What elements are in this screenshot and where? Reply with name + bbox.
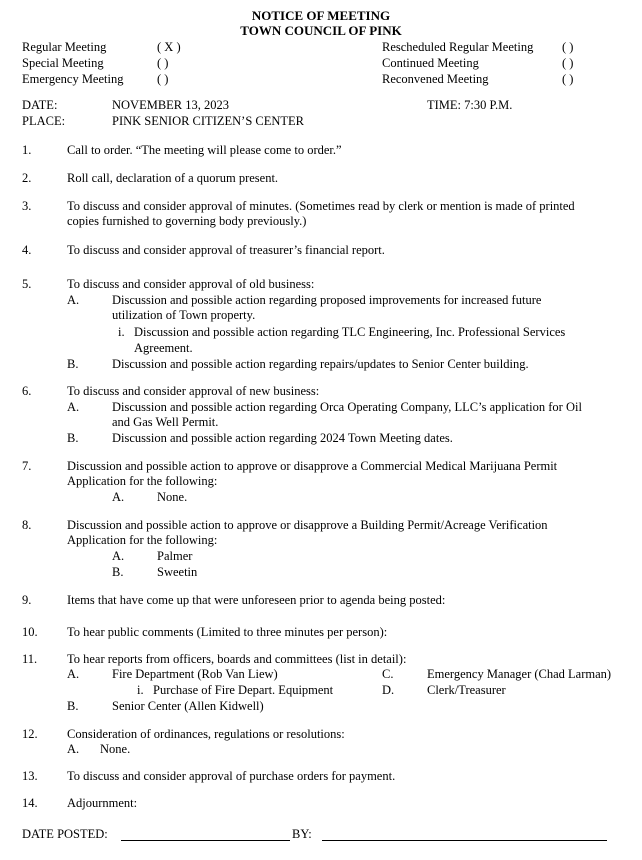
sub-item-text: Emergency Manager (Chad Larman) (427, 667, 612, 681)
sub-item-label: A. (67, 400, 80, 414)
item-number: 3. (22, 199, 32, 213)
sub-sub-item-text: Purchase of Fire Depart. Equipment (153, 683, 334, 697)
item-text: Application for the following: (67, 474, 218, 488)
regular-meeting-label: Regular Meeting (22, 40, 107, 54)
place-label: PLACE: (22, 114, 66, 128)
item-text: Adjournment: (67, 796, 138, 810)
item-text: Application for the following: (67, 533, 218, 547)
sub-item-label: A. (112, 490, 125, 504)
sub-item-label: D. (382, 683, 395, 697)
date-label: DATE: (22, 98, 58, 112)
date-posted-label: DATE POSTED: (22, 827, 108, 841)
rescheduled-meeting-label: Rescheduled Regular Meeting (382, 40, 534, 54)
sub-item-label: B. (67, 699, 79, 713)
sub-item-text: None. (157, 490, 188, 504)
sub-item-text: utilization of Town property. (112, 308, 256, 322)
item-text: Discussion and possible action to approve or disapprove a Commercial Medical Marijuana Permit (67, 459, 558, 473)
sub-sub-item-label: i. (118, 325, 125, 339)
continued-meeting-mark: ( ) (562, 56, 574, 70)
item-number: 14. (22, 796, 38, 810)
sub-item-label: A. (112, 549, 125, 563)
sub-sub-item-text: Discussion and possible action regarding TLC Engineering, Inc. Professional Services (134, 325, 566, 339)
item-text: To discuss and consider approval of new business: (67, 384, 320, 398)
item-text: Consideration of ordinances, regulations or resolutions: (67, 727, 345, 741)
emergency-meeting-label: Emergency Meeting (22, 72, 124, 86)
notice-title: NOTICE OF MEETING (251, 8, 391, 23)
reconvened-meeting-label: Reconvened Meeting (382, 72, 489, 86)
item-text: To discuss and consider approval of old business: (67, 277, 315, 291)
date-posted-line (121, 840, 290, 841)
item-text: copies furnished to governing body previously.) (67, 214, 307, 228)
item-number: 2. (22, 171, 32, 185)
item-text: To discuss and consider approval of treasurer’s financial report. (67, 243, 385, 257)
sub-item-text: Clerk/Treasurer (427, 683, 506, 697)
item-text: Call to order. “The meeting will please come to order.” (67, 143, 342, 157)
place-value: PINK SENIOR CITIZEN’S CENTER (112, 114, 305, 128)
item-number: 7. (22, 459, 32, 473)
item-text: Roll call, declaration of a quorum present. (67, 171, 279, 185)
council-title: TOWN COUNCIL OF PINK (240, 23, 402, 38)
by-label: BY: (292, 827, 312, 841)
rescheduled-meeting-mark: ( ) (562, 40, 574, 54)
sub-item-text: Discussion and possible action regarding repairs/updates to Senior Center building. (112, 357, 529, 371)
sub-item-text: Sweetin (157, 565, 198, 579)
sub-item-label: B. (67, 357, 79, 371)
item-text: To hear public comments (Limited to three minutes per person): (67, 625, 388, 639)
sub-item-label: B. (112, 565, 124, 579)
sub-item-label: A. (67, 742, 80, 756)
item-number: 12. (22, 727, 38, 741)
sub-item-text: Fire Department (Rob Van Liew) (112, 667, 278, 681)
reconvened-meeting-mark: ( ) (562, 72, 574, 86)
item-number: 13. (22, 769, 38, 783)
sub-item-text: Discussion and possible action regarding Orca Operating Company, LLC’s application for Oil (112, 400, 582, 414)
time-text: TIME: 7:30 P.M. (427, 98, 513, 112)
sub-item-label: C. (382, 667, 394, 681)
sub-item-label: A. (67, 293, 80, 307)
by-signature-line (322, 840, 607, 841)
sub-item-text: Discussion and possible action regarding proposed improvements for increased future (112, 293, 542, 307)
item-number: 8. (22, 518, 32, 532)
sub-item-text: Senior Center (Allen Kidwell) (112, 699, 264, 713)
item-number: 10. (22, 625, 38, 639)
item-number: 1. (22, 143, 32, 157)
sub-item-label: A. (67, 667, 80, 681)
item-number: 9. (22, 593, 32, 607)
sub-item-text: Palmer (157, 549, 193, 563)
sub-item-text: and Gas Well Permit. (112, 415, 219, 429)
sub-sub-item-text: Agreement. (134, 341, 193, 355)
continued-meeting-label: Continued Meeting (382, 56, 479, 70)
item-number: 5. (22, 277, 32, 291)
sub-sub-item-label: i. (137, 683, 144, 697)
item-text: Items that have come up that were unforeseen prior to agenda being posted: (67, 593, 446, 607)
item-number: 4. (22, 243, 32, 257)
date-value: NOVEMBER 13, 2023 (112, 98, 230, 112)
item-number: 11. (22, 652, 38, 666)
regular-meeting-mark: ( X ) (157, 40, 181, 54)
sub-item-text: None. (100, 742, 131, 756)
item-text: To hear reports from officers, boards and committees (list in detail): (67, 652, 407, 666)
sub-item-text: Discussion and possible action regarding 2024 Town Meeting dates. (112, 431, 453, 445)
special-meeting-mark: ( ) (157, 56, 169, 70)
sub-item-label: B. (67, 431, 79, 445)
item-text: To discuss and consider approval of purchase orders for payment. (67, 769, 396, 783)
special-meeting-label: Special Meeting (22, 56, 104, 70)
item-text: Discussion and possible action to approve or disapprove a Building Permit/Acreage Verification (67, 518, 548, 532)
item-text: To discuss and consider approval of minutes. (Sometimes read by clerk or mention is made of printed (67, 199, 575, 213)
item-number: 6. (22, 384, 32, 398)
emergency-meeting-mark: ( ) (157, 72, 169, 86)
